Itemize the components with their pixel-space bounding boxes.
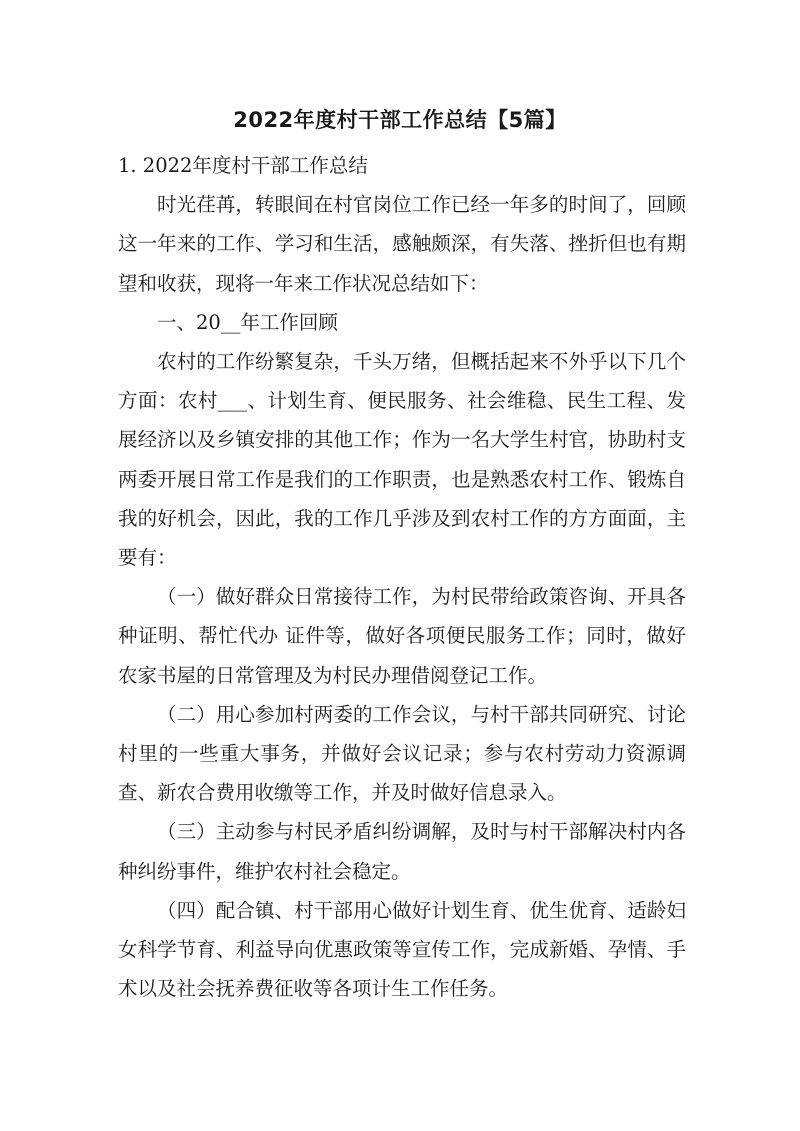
paragraph-overview: 农村的工作纷繁复杂，千头万绪，但概括起来不外乎以下几个方面：农村___、计划生育、便民服务、社会维稳、民生工程、发展经济以及乡镇安排的其他工作；作为一名大学生村官，协助村支两委开展日常工作是我们的工作职责，也是熟悉农村工作、锻炼自我的好机会，因此，我的工作几乎涉及到农村工作的方方面面，主要有： <box>118 350 686 570</box>
paragraph-item-1: （一）做好群众日常接待工作，为村民带给政策咨询、开具各种证明、帮忙代办 证件等，做好各项便民服务工作；同时，做好农家书屋的日常管理及为村民办理借阅登记工作。 <box>118 585 686 687</box>
document-title: 2022年度村干部工作总结【5篇】 <box>233 108 567 132</box>
paragraph-item-2: （二）用心参加村两委的工作会议，与村干部共同研究、讨论村里的一些重大事务，并做好会议记录；参与农村劳动力资源调查、新农合费用收缴等工作，并及时做好信息录入。 <box>118 702 686 805</box>
section-heading: 1. 2022年度村干部工作总结 <box>118 154 368 177</box>
subheading-review: 一、20__年工作回顾 <box>157 310 338 334</box>
document-body <box>118 146 686 1008</box>
paragraph-intro: 时光荏苒，转眼间在村官岗位工作已经一年多的时间了，回顾这一年来的工作、学习和生活，感触颇深，有失落、挫折但也有期望和收获，现将一年来工作状况总结如下： <box>118 193 686 295</box>
paragraph-item-4: （四）配合镇、村干部用心做好计划生育、优生优育、适龄妇女科学节育、利益导向优惠政策等宣传工作，完成新婚、孕情、手术以及社会抚养费征收等各项计生工作任务。 <box>118 898 686 1001</box>
paragraph-item-3: （三）主动参与村民矛盾纠纷调解，及时与村干部解决村内各种纠纷事件，维护农村社会稳定。 <box>118 820 686 883</box>
